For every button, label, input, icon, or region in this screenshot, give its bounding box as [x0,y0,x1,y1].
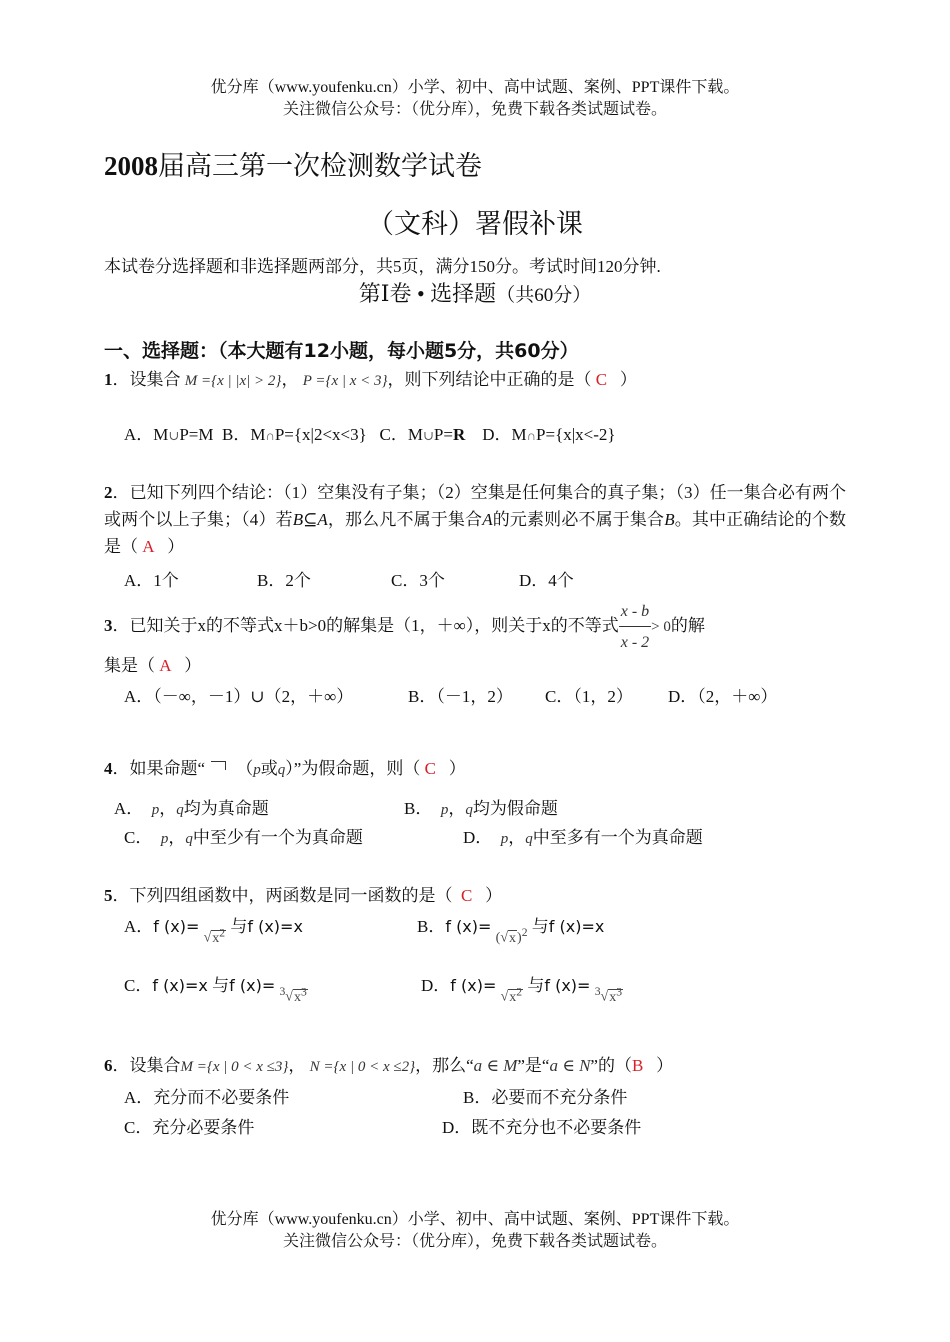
q4-q: q [277,762,286,778]
exponent-2: 2 [219,926,226,940]
radicand-x: x [293,990,301,1005]
q2-option-a: A．1个 [124,571,179,590]
q3-text-2: 的解 [670,615,705,635]
radicand-x: x [509,990,517,1005]
right-paren: ) [517,931,522,946]
left-paren: ( [495,931,501,946]
q5-option-c-label: C． [124,976,153,995]
q4-option-d [463,823,703,848]
q5-option-c-with: 与 [212,976,230,995]
q1-option-b-rest: P={x|2<x<3} [274,425,367,444]
q1-sep: ， [281,370,299,389]
q1-number: 1 [104,370,113,389]
q4-close: ） [448,759,466,778]
q1-close: ） [619,370,637,389]
intersection-symbol: ∩ [265,428,275,443]
page-subtitle: （文科）署假补课 [367,209,583,239]
question-3 [104,598,705,656]
q4-option-c-text: 中至少有一个为真命题 [192,828,363,847]
sqrt-x-quantity-squared [496,926,528,947]
q4-option-c [124,823,363,848]
q4-option-d-comma: ， [508,828,526,847]
q5-option-c [124,971,308,1005]
q2-number: 2 [104,483,113,502]
q2-option-c: C．3个 [391,571,445,590]
q6-text-2: ，那么“ [415,1056,474,1075]
cube-root-x-cubed [595,985,623,1006]
sqrt-icon: √ [500,990,509,1005]
part-note: （共60分） [496,285,592,306]
q5-option-b-with: 与 [531,917,549,936]
q3-text-3: 集是（ [104,656,155,675]
q4-option-b-q: q [465,802,473,818]
negation-icon [211,761,226,770]
q5-option-a-label: A． [124,917,154,936]
q3-option-d: D．（2，＋∞） [668,687,778,706]
q5-option-a-with: 与 [230,917,248,936]
q5-option-d-fx: f (x)= [450,976,497,995]
q3-answer: A [159,656,172,675]
q4-option-c-label: C． [124,828,153,847]
q6-text-1: ．设集合 [112,1056,181,1075]
q3-close: ） [184,656,202,675]
q5-option-d-fx2: f (x)= [544,976,591,995]
q1-option-d-rest: P={x|x<-2} [536,425,616,444]
q3-text-1: ．已知关于x的不等式x＋b>0的解集是（1，＋∞），则关于x的不等式 [112,615,619,635]
q1-option-d: D．M [482,425,527,444]
q5-option-d [421,971,623,1005]
q3-line-2 [104,652,201,679]
q2-set-b: B [664,510,675,529]
root-index-3: 3 [594,985,601,999]
root-index-3: 3 [279,985,286,999]
union-symbol: ∪ [423,428,434,443]
q4-option-a-p: p [151,802,160,818]
q5-option-a [124,912,303,946]
q4-option-b-comma: ， [448,799,466,818]
q3-number: 3 [104,615,113,635]
question-2 [104,479,846,560]
q3-option-a: A．（－∞，－1）∪（2，＋∞） [124,687,354,706]
sqrt-x-squared [501,985,524,1006]
q5-number: 5 [104,886,113,905]
q5-option-b-fx2: f (x)=x [548,917,605,936]
union-symbol: ∪ [168,428,180,443]
q1-set-p: P ={x | x < 3} [302,373,388,389]
q4-number: 4 [104,759,113,778]
q4-option-b [404,794,558,819]
title-year: 2008 [104,151,158,181]
q3-option-b: B．（－1，2） [408,687,513,706]
q1-prompt: ，则下列结论中正确的是（ [387,370,592,389]
q5-text: ．下列四组函数中，两函数是同一函数的是（ [112,886,453,905]
exam-intro: 本试卷分选择题和非选择题两部分，共5页，满分150分。考试时间120分钟. [104,257,661,276]
radicand-x: x [509,931,517,946]
q5-close: ） [485,886,503,905]
q6-number: 6 [104,1056,113,1075]
radicand-x: x [609,990,617,1005]
q2-option-d: D．4个 [519,571,574,590]
q3-option-c: C．（1，2） [545,687,633,706]
sqrt-x-squared [204,926,227,947]
q1-set-m: M ={x | |x| > 2} [184,373,282,389]
q6-answer: B [631,1056,644,1075]
q4-option-a-label: A． [114,799,144,818]
q5-option-c-fx2: f (x)= [229,976,276,995]
title-rest: 届高三第一次检测数学试卷 [158,151,482,181]
q4-option-b-p: p [440,802,449,818]
q4-option-c-p: p [160,831,169,847]
q4-option-d-label: D． [463,828,493,847]
q5-option-c-fx: f (x)=x [152,976,208,995]
q1-option-c: C．M [379,425,424,444]
q6-cond-1: a ∈ M [473,1056,518,1075]
q5-option-b-label: B． [417,917,446,936]
header-line-2: 关注微信公众号：（优分库），免费下载各类试题试卷。 [282,101,667,118]
q6-option-b: B．必要而不充分条件 [463,1088,628,1107]
q4-option-b-text: 均为假命题 [472,799,558,818]
q5-option-d-with: 与 [527,976,545,995]
question-6 [104,1052,673,1081]
section-heading: 一、选择题：（本大题有12小题，每小题5分，共60分） [104,340,579,362]
q4-option-a [114,794,269,819]
q4-or: 或 [260,759,278,778]
real-numbers-symbol: R [452,425,466,444]
q4-option-b-label: B． [404,799,433,818]
q2-close: ） [167,537,185,556]
sqrt-icon: √ [500,931,509,946]
q4-option-a-text: 均为真命题 [183,799,269,818]
q5-option-a-fx2: f (x)=x [247,917,303,936]
q6-text-4: ”的（ [590,1056,632,1075]
q6-option-a: A．充分而不必要条件 [124,1088,290,1107]
q3-gt-zero: > 0 [651,618,671,635]
q3-frac-denominator: x - 2 [620,634,650,651]
q2-set-a: A [482,510,493,529]
part-heading [0,277,950,308]
q1-option-b: B．M [221,425,266,444]
q2-text-1: ．已知下列四个结论：（1）空集没有子集；（2）空集是任何集合的真子集；（3）任一集合必有两个或两个以上子集；（4）若 [104,483,846,529]
part-main: 第Ⅰ卷 • 选择题 [358,281,497,306]
question-4 [104,755,466,784]
q6-sep: ， [288,1056,306,1075]
q4-open: （ [236,759,254,778]
q1-option-a-rest: P=M [179,425,214,444]
q6-cond-2: a ∈ N [549,1056,591,1075]
q6-option-d: D．既不充分也不必要条件 [442,1118,642,1137]
q4-option-a-comma: ， [159,799,177,818]
exponent-2: 2 [521,926,528,940]
radicand-x: x [212,931,220,946]
q4-option-d-p: p [500,831,509,847]
sqrt-icon: √ [203,931,212,946]
q6-option-c: C．充分必要条件 [124,1118,255,1137]
question-1 [104,366,637,395]
sqrt-icon: √ [600,990,609,1005]
q2-text-2: ，那么凡不属于集合 [327,510,483,529]
q4-option-a-q: q [176,802,184,818]
q1-text: ．设集合 [112,370,181,389]
q4-answer: C [424,759,436,778]
q4-option-c-comma: ， [168,828,186,847]
q1-answer: C [595,370,608,389]
q2-text-4: 。其中正确结论的个数是（ [104,510,847,556]
question-5 [104,882,502,909]
footer-line-2: 关注微信公众号：（优分库），免费下载各类试题试卷。 [282,1233,667,1250]
intersection-symbol: ∩ [526,428,537,443]
q1-option-a: A．M [124,425,169,444]
q6-close: ） [656,1056,674,1075]
q6-text-3: ”是“ [517,1056,550,1075]
q2-answer: A [142,537,155,556]
exponent-2: 2 [516,985,523,999]
q2-text-3: 的元素则必不属于集合 [492,510,665,529]
q4-option-c-q: q [185,831,193,847]
q5-answer: C [461,886,473,905]
sqrt-icon: √ [285,990,293,1005]
cube-root-x-cubed [279,985,307,1006]
q1-option-c-rest: P= [433,425,453,444]
q5-option-d-label: D． [421,976,451,995]
q4-text-2: ）”为假命题，则（ [285,759,421,778]
q4-p: p [253,762,261,778]
q5-option-b-fx: f (x)= [445,917,492,936]
q4-text-1: ．如果命题“ [112,759,206,778]
q4-option-d-text: 中至多有一个为真命题 [532,828,703,847]
footer-line-1: 优分库（www.youfenku.cn）小学、初中、高中试题、案例、PPT课件下载。 [210,1211,740,1228]
q6-set-m: M ={x | 0 < x ≤3} [180,1059,289,1075]
q2-option-b: B．2个 [257,571,311,590]
q4-option-d-q: q [525,831,533,847]
header-line-1: 优分库（www.youfenku.cn）小学、初中、高中试题、案例、PPT课件下载。 [210,79,740,96]
q3-fraction [619,598,651,656]
q2-math: B⊆A [292,510,328,529]
page-title [104,144,482,183]
q5-option-b [417,912,605,946]
exponent-3: 3 [616,985,623,999]
q5-option-a-fx: f (x)= [153,917,200,936]
q6-set-n: N ={x | 0 < x ≤2} [309,1059,416,1075]
q1-options [124,420,616,445]
q3-frac-numerator: x - b [619,598,651,627]
exponent-3: 3 [300,985,307,999]
